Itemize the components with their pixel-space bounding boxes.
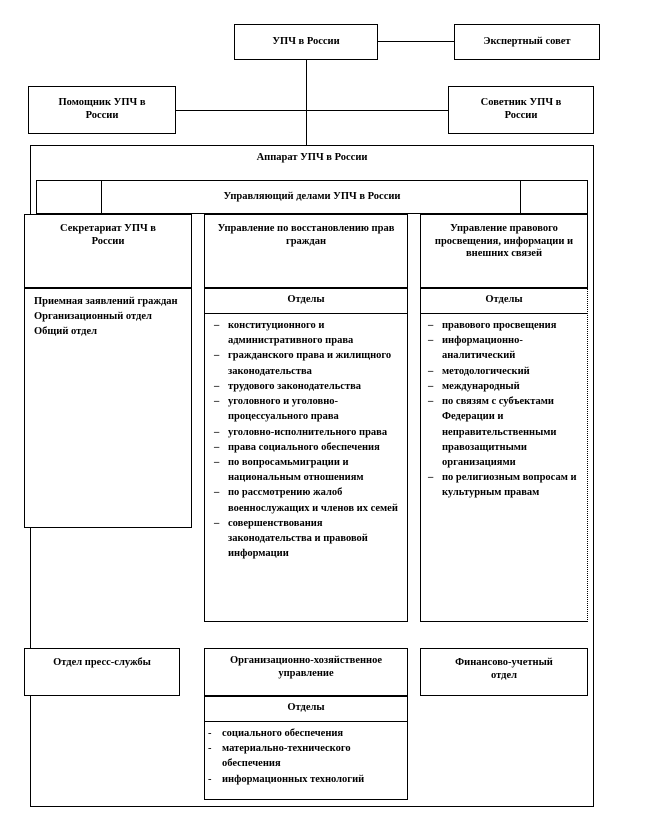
restoration-subheader: Отделы <box>204 294 408 314</box>
manager-box <box>36 180 588 214</box>
dash-glyph: – <box>214 517 220 529</box>
apparatus-label: Аппарат УПЧ в России <box>256 152 368 163</box>
list-item: – международный <box>420 379 584 394</box>
list-item: – конституционного и административного права <box>214 320 354 347</box>
finance-box <box>420 648 588 696</box>
dash-glyph: – <box>214 380 220 392</box>
list-item: – совершенствования законодательства и правовой информации <box>214 517 368 560</box>
manager-label: Управляющий делами УПЧ в России <box>223 190 401 202</box>
finance-title: Финансово-учетный отдел <box>455 657 553 681</box>
list-item: – по вопросамьмиграции и национальным отношениям <box>214 456 364 484</box>
advisor-label: Советник УПЧ в России <box>480 97 562 121</box>
org-economic-subheader: Отделы <box>204 702 408 722</box>
dash-glyph: – <box>428 335 434 347</box>
press-box <box>24 648 180 696</box>
legal-education-box <box>420 214 588 288</box>
org-economic-title: Организационно-хозяйственное управление <box>230 655 382 679</box>
dash-glyph: – <box>214 320 220 331</box>
secretariat-list <box>34 294 188 340</box>
list-item: – права социального обеспечения <box>206 440 404 455</box>
manager-right-tick <box>520 180 521 214</box>
list-item: Общий отдел <box>34 326 97 338</box>
list-item: – информационно-аналитический <box>428 335 523 362</box>
assistant-label: Помощник УПЧ в России <box>58 97 146 121</box>
dash-glyph: – <box>428 380 434 392</box>
list-item: – по связям с субъектами Федерации и неправительственными правозащитными организациями <box>428 396 557 468</box>
connector-upch-expert <box>378 41 454 42</box>
dash-glyph: – <box>214 456 220 468</box>
dash-glyph: – <box>214 441 220 453</box>
list-item: - социального обеспечения <box>200 726 406 741</box>
press-title: Отдел пресс-службы <box>53 657 151 668</box>
list-item: – трудового законодательства <box>206 379 404 394</box>
dash-glyph: – <box>214 487 220 499</box>
secretariat-box <box>24 214 192 288</box>
secretariat-title: Секретариат УПЧ в России <box>60 223 156 247</box>
dash-glyph: – <box>428 396 434 408</box>
connector-upch-down <box>306 60 307 145</box>
expert-council-box <box>454 24 600 60</box>
legal-education-title: Управление правового просвещения, информации и внешних связей <box>434 223 574 260</box>
list-item: Приемная заявлений граждан <box>34 296 178 307</box>
manager-left-tick <box>101 180 102 214</box>
restoration-list <box>206 318 404 562</box>
dash-glyph: – <box>214 426 220 438</box>
list-item: Организационный отдел <box>34 311 152 323</box>
connector-assistant-advisor <box>176 110 448 111</box>
restoration-title: Управление по восстановлению прав граждан <box>217 223 395 247</box>
dash-glyph: – <box>214 396 220 408</box>
dash-glyph: – <box>428 320 434 331</box>
dash-glyph: – <box>428 472 434 484</box>
legal-education-list <box>420 318 584 501</box>
expert-council-label: Экспертный совет <box>483 35 571 47</box>
list-item: - материально-технического обеспечения <box>208 743 351 770</box>
dash-glyph: - <box>208 743 212 755</box>
dash-glyph: – <box>214 350 220 362</box>
dash-glyph: - <box>208 773 212 785</box>
list-item: – гражданского права и жилищного законодательства <box>214 350 392 377</box>
upch-box <box>234 24 378 60</box>
restoration-box <box>204 214 408 288</box>
list-item: – уголовного и уголовно-процессуального права <box>214 396 339 423</box>
dash-glyph: - <box>208 728 212 739</box>
list-item: - информационных технологий <box>200 772 406 787</box>
upch-label: УПЧ в России <box>272 35 340 47</box>
list-item: – методологический <box>420 364 584 379</box>
list-item: – правового просвещения <box>420 318 584 333</box>
dash-glyph: – <box>428 365 434 377</box>
list-item: – по религиозным вопросам и культурным правам <box>428 472 577 499</box>
org-economic-box <box>204 648 408 696</box>
list-item: – по рассмотрению жалоб военнослужащих и членов их семей <box>214 487 398 514</box>
legal-education-subheader: Отделы <box>420 294 588 314</box>
advisor-box <box>448 86 594 134</box>
list-item: – уголовно-исполнительного права <box>206 425 404 440</box>
assistant-box <box>28 86 176 134</box>
org-economic-list <box>200 726 406 787</box>
